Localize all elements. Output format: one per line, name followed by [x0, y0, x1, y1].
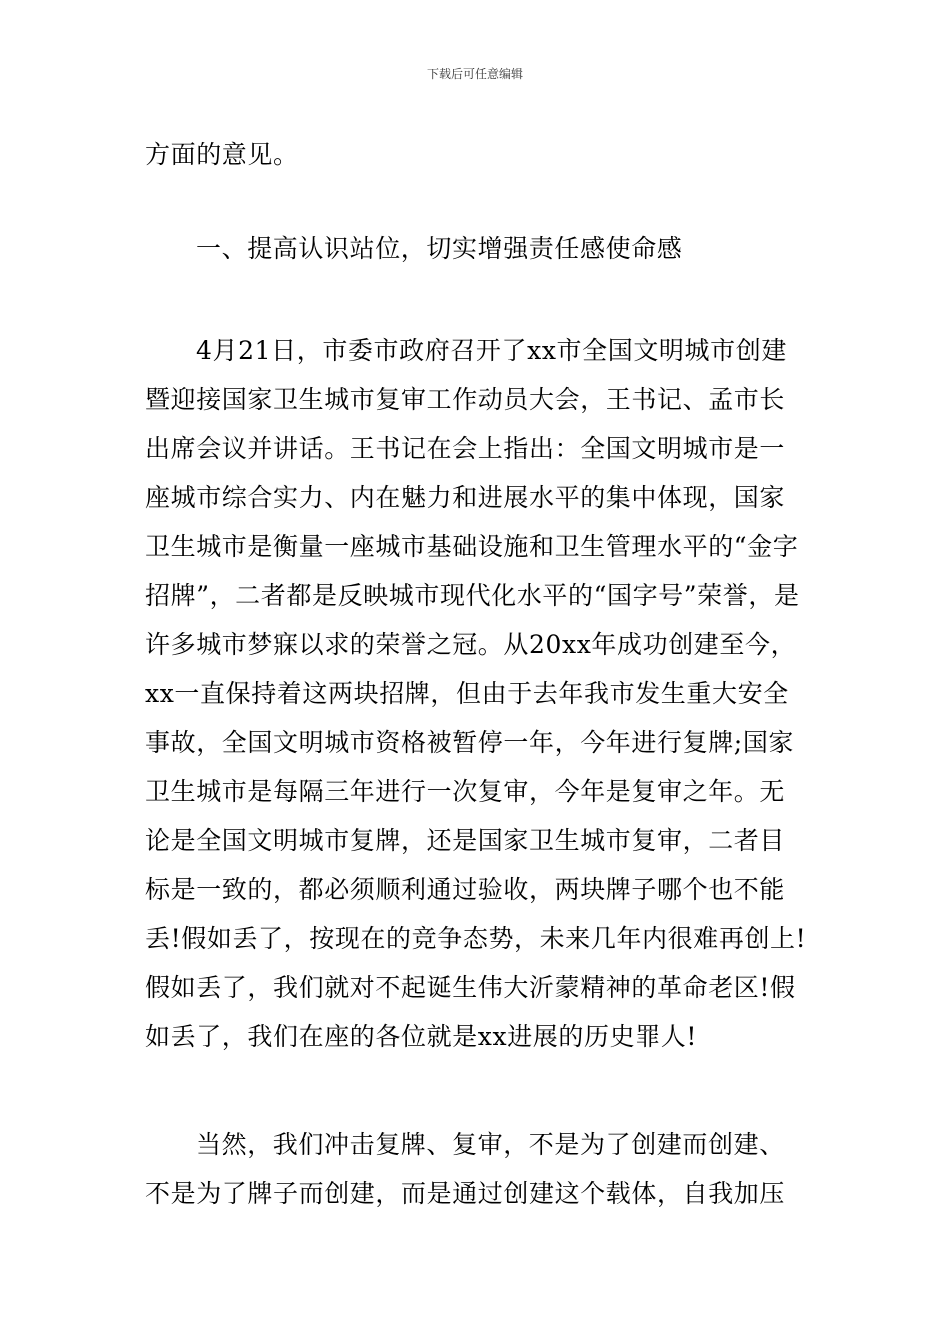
- paragraph-body: 当然，我们冲击复牌、复审，不是为了创建而创建、不是为了牌子而创建，而是通过创建这个载体，自我加压: [145, 1130, 786, 1208]
- page-header-note: 下载后可任意编辑: [426, 67, 523, 81]
- paragraph-body: 4月21日，市委市政府召开了xx市全国文明城市创建暨迎接国家卫生城市复审工作动员大会，王书记、孟市长出席会议并讲话。王书记在会上指出：全国文明城市是一座城市综合实力、内在魅力和进展水平的集中体现，国家卫生城市是衡量一座城市基础设施和卫生管理水平的“金字招牌”，二者都是反映城市现代化水平的“国字号”荣誉，是许多城市梦寐以求的荣誉之冠。从20xx年成功创建至今，xx一直保持着这两块招牌，但由于去年我市发生重大安全事故，全国文明城市资格被暂停一年，今年进行复牌;国家卫生城市是每隔三年进行一次复审，今年是复审之年。无论是全国文明城市复牌，还是国家卫生城市复审，二者目标是一致的，都必须顺利通过验收，两块牌子哪个也不能丢!假如丢了，按现在的竞争态势，未来几年内很难再创上!假如丢了，我们就对不起诞生伟大沂蒙精神的革命老区!假如丢了，我们在座的各位就是xx进展的历史罪人!: [145, 336, 807, 1051]
- paragraph-continuation: 方面的意见。: [145, 140, 299, 169]
- section-heading: 一、提高认识站位，切实增强责任感使命感: [196, 234, 683, 263]
